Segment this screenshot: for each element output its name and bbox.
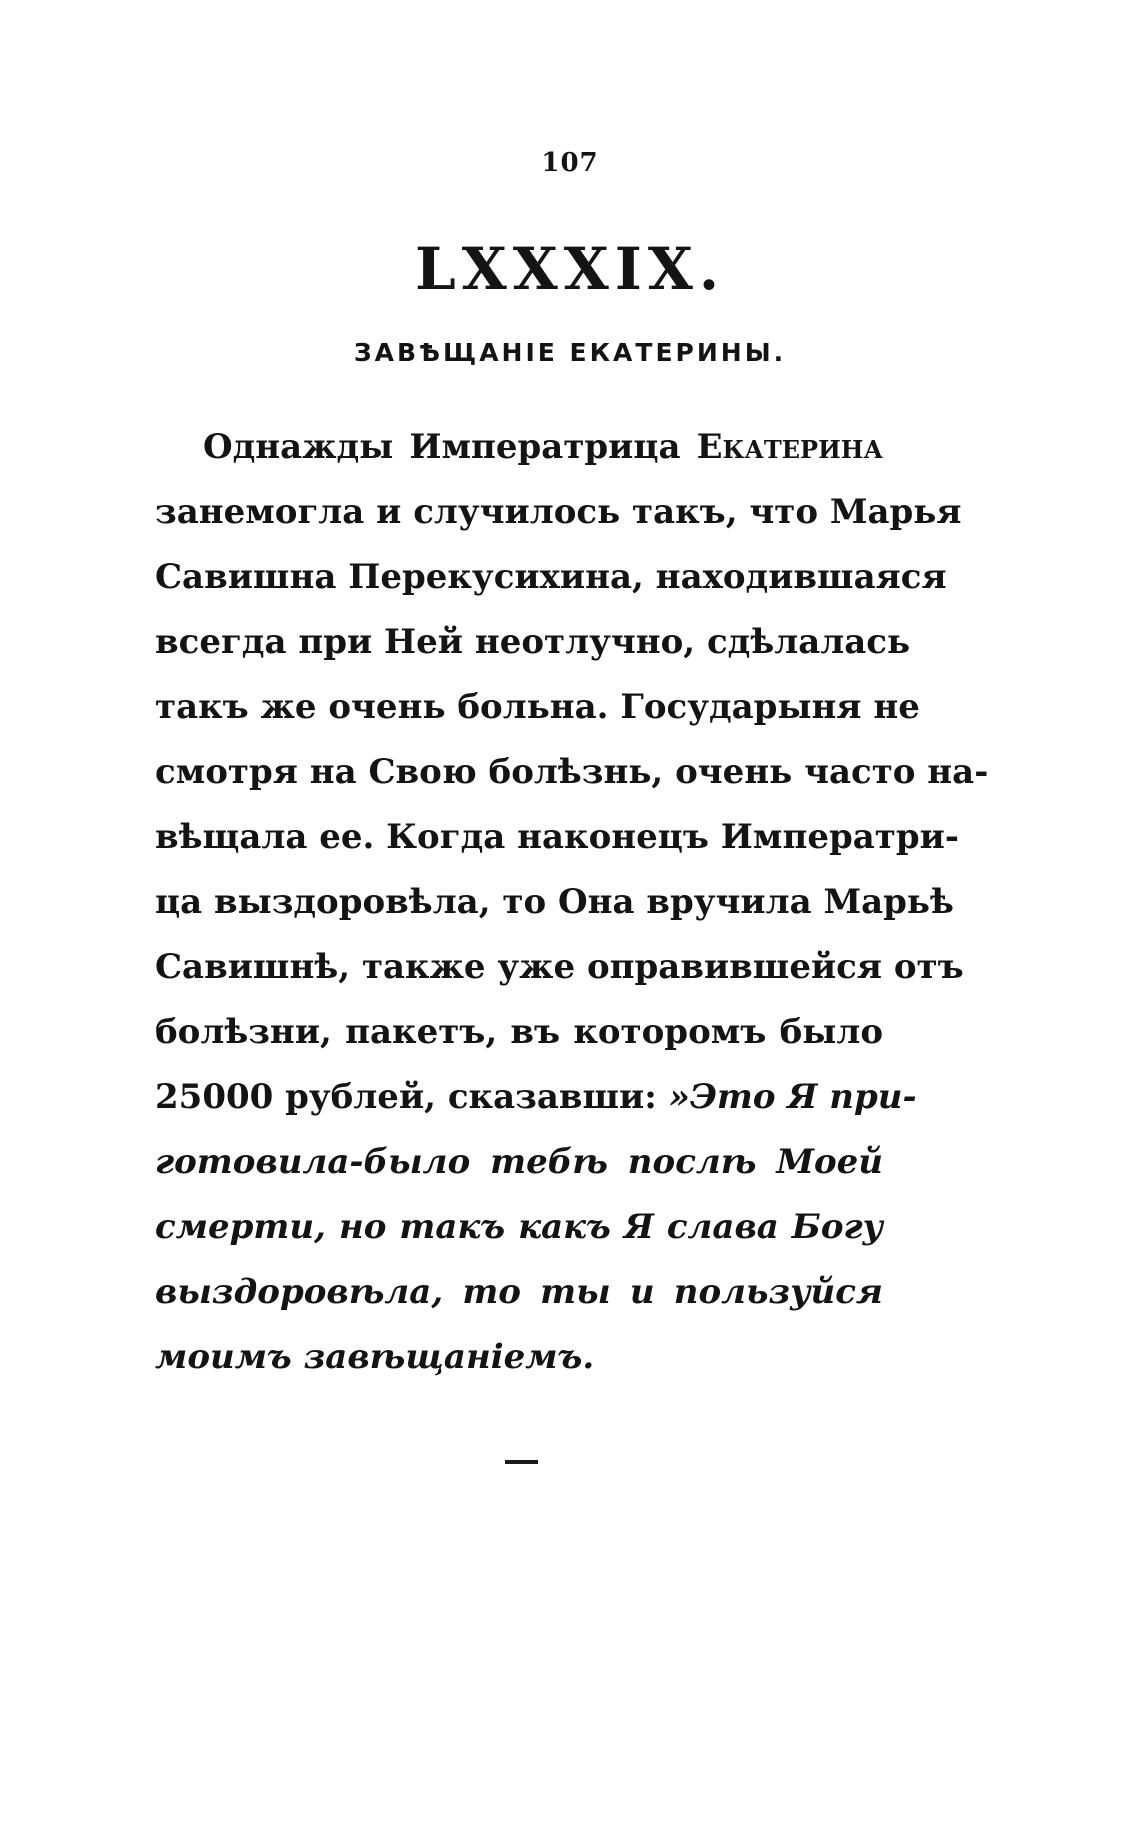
chapter-numeral: LXXXIX.	[414, 235, 726, 303]
text-line: Однажды Императрица Екатерина	[203, 427, 883, 467]
text-line: занемогла и случилось такъ, что Марья	[155, 492, 962, 532]
text-line: готовила-было тебѣ послѣ Моей	[155, 1142, 883, 1182]
text-line: 25000 рублей, сказавши: »Это Я при-	[155, 1077, 917, 1117]
text-line: выздоровѣла, то ты и пользуйся	[155, 1272, 883, 1312]
page-number: 107	[541, 148, 599, 178]
text-line: такъ же очень больна. Государыня не	[155, 687, 920, 727]
body-text	[155, 415, 989, 1390]
text-line: Савишнѣ, также уже оправившейся отъ	[155, 947, 964, 987]
text-line: моимъ завѣщаніемъ.	[155, 1337, 595, 1377]
text-line: смерти, но такъ какъ Я слава Богу	[155, 1207, 883, 1247]
text-line: ца выздоровѣла, то Она вручила Марьѣ	[155, 882, 954, 922]
text-line: смотря на Свою болѣзнь, очень часто на-	[155, 752, 989, 792]
text-line: вѣщала ее. Когда наконецъ Императри-	[155, 817, 959, 857]
text-line: Савишна Перекусихина, находившаяся	[155, 557, 947, 597]
chapter-title: ЗАВѢЩАНІЕ ЕКАТЕРИНЫ.	[353, 338, 787, 367]
section-end-rule	[505, 1460, 538, 1464]
text-line: болѣзни, пакетъ, въ которомъ было	[155, 1012, 883, 1052]
text-line: всегда при Ней неотлучно, сдѣлалась	[155, 622, 911, 662]
